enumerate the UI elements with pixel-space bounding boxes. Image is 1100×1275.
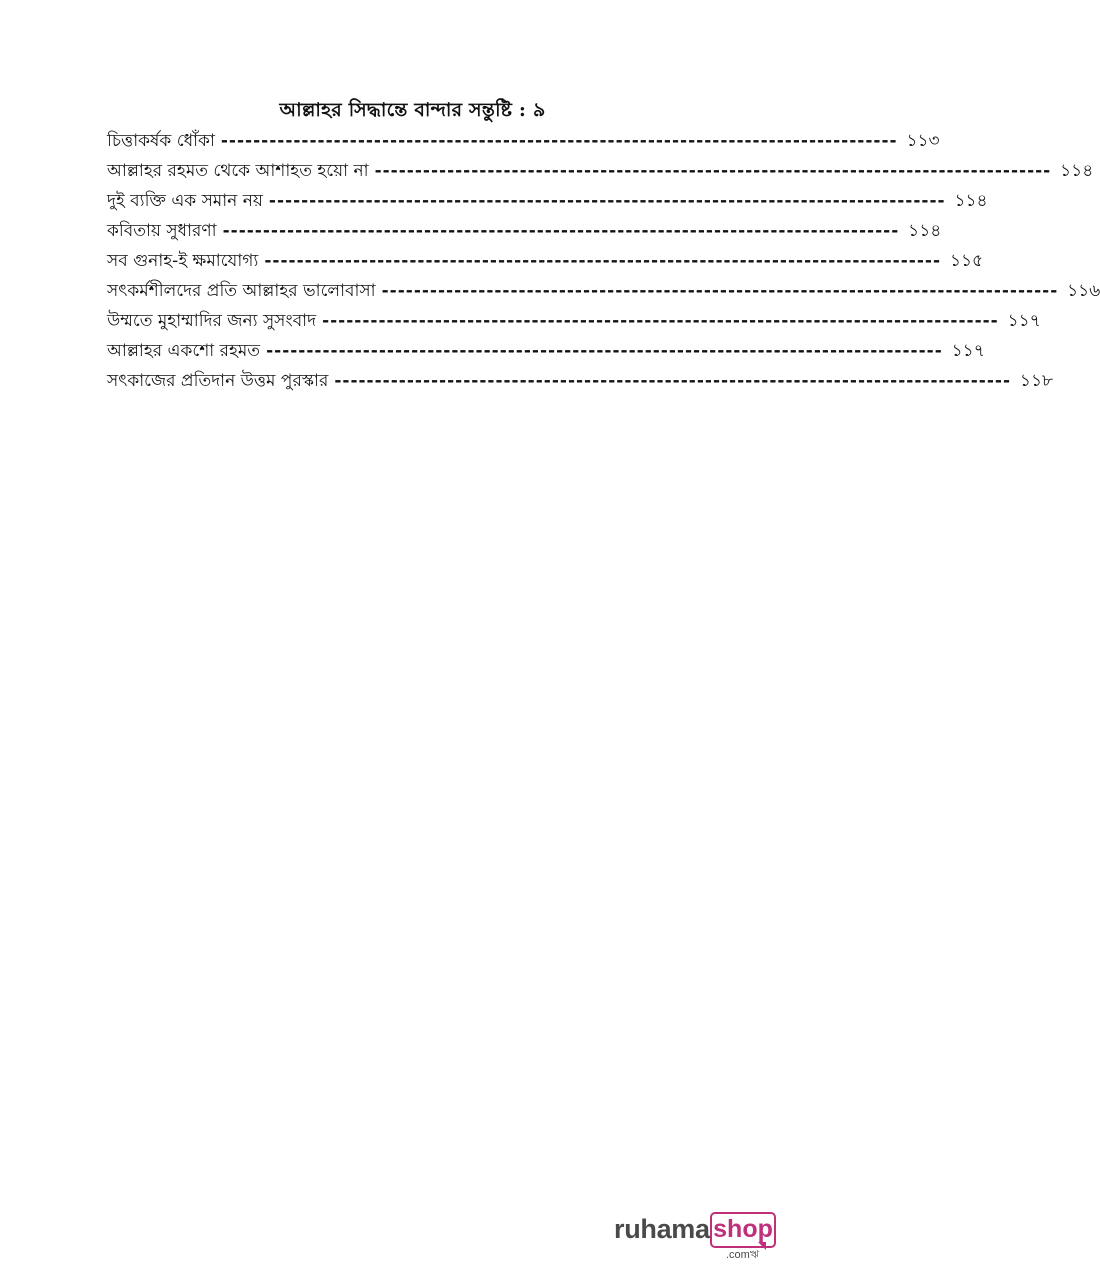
ruhamashop-logo <box>614 1212 776 1262</box>
toc-entry-page: ১১৬ <box>1067 281 1100 301</box>
toc-entry-title: চিত্তাকর্ষক ধোঁকা <box>107 131 215 151</box>
toc-entry-page: ১১৩ <box>906 131 940 151</box>
toc-entry-title: কবিতায় সুধারণা <box>107 221 217 241</box>
toc-entry-page: ১১৪ <box>954 191 988 211</box>
logo-text-ruhama: ruhama <box>614 1214 710 1244</box>
toc-entry <box>107 306 1041 336</box>
toc-entry-page: ১১৪ <box>908 221 942 241</box>
logo-speech-bubble <box>710 1212 776 1248</box>
toc-entry-page: ১১৮ <box>1019 371 1054 391</box>
toc-entry-title: উম্মতে মুহাম্মাদির জন্য সুসংবাদ <box>107 311 317 331</box>
toc-entry-title: আল্লাহর একশো রহমত <box>107 341 261 361</box>
dot-leader: ------------------------------------------------------------------------------------ <box>268 191 946 211</box>
toc-entry-title: সব গুনাহ-ই ক্ষমাযোগ্য <box>107 251 259 271</box>
toc-entry <box>107 366 1054 396</box>
logo-domain-text: .comঋ <box>726 1249 759 1261</box>
dot-leader: ------------------------------------------------------------------------------------ <box>322 311 999 331</box>
logo-text-shop: shop <box>713 1215 773 1243</box>
toc-entry-page: ১১৪ <box>1060 161 1094 181</box>
toc-entry <box>107 276 1100 306</box>
toc-entry-title: সৎকাজের প্রতিদান উত্তম পুরস্কার <box>107 371 329 391</box>
dot-leader: ------------------------------------------------------------------------------------ <box>334 371 1012 391</box>
toc-entry <box>107 216 942 246</box>
toc-entry <box>107 156 1094 186</box>
toc-entry-page: ১১৭ <box>951 341 985 361</box>
speech-bubble-tail-icon <box>758 1242 766 1250</box>
toc-entry-page: ১১৭ <box>1007 311 1041 331</box>
toc-entry-title: সৎকর্মশীলদের প্রতি আল্লাহর ভালোবাসা <box>107 281 376 301</box>
table-of-contents <box>107 126 1100 396</box>
toc-entry-title: আল্লাহর রহমত থেকে আশাহত হয়ো না <box>107 161 369 181</box>
dot-leader: ------------------------------------------------------------------------------------ <box>381 281 1059 301</box>
dot-leader: ------------------------------------------------------------------------------------ <box>264 251 942 271</box>
toc-entry <box>107 336 985 366</box>
dot-leader: ------------------------------------------------------------------------------------ <box>222 221 900 241</box>
page-title: আল্লাহর সিদ্ধান্তে বান্দার সন্তুষ্টি : ৯ <box>279 99 546 121</box>
toc-entry-page: ১১৫ <box>949 251 984 271</box>
dot-leader: ------------------------------------------------------------------------------------ <box>220 131 898 151</box>
dot-leader: ------------------------------------------------------------------------------------ <box>266 341 943 361</box>
toc-entry-title: দুই ব্যক্তি এক সমান নয় <box>107 191 263 211</box>
toc-entry <box>107 126 940 156</box>
dot-leader: ------------------------------------------------------------------------------------ <box>374 161 1052 181</box>
toc-entry <box>107 186 988 216</box>
toc-entry <box>107 246 984 276</box>
